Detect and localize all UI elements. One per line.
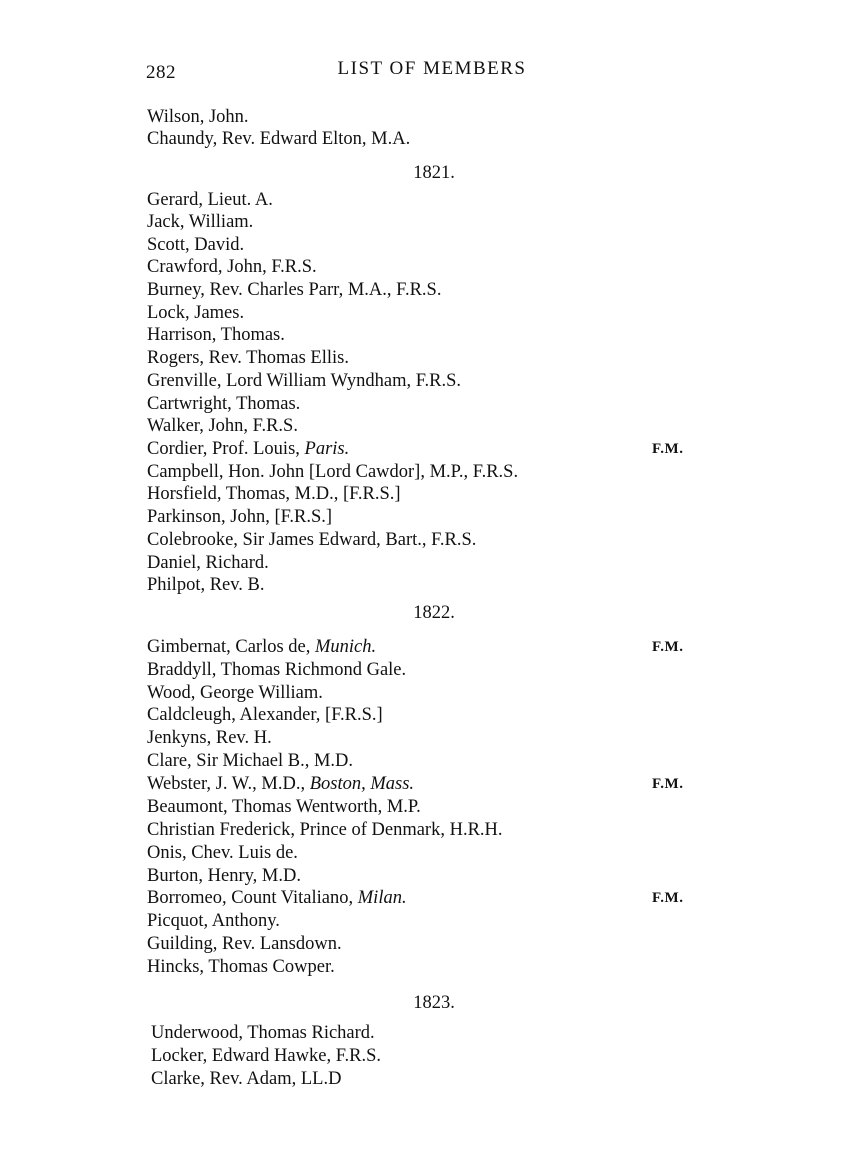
member-entry: Daniel, Richard.	[147, 553, 269, 573]
member-entry: Horsfield, Thomas, M.D., [F.R.S.]	[147, 484, 401, 504]
member-name: Cordier, Prof. Louis,	[147, 439, 305, 459]
member-entry: Philpot, Rev. B.	[147, 575, 265, 595]
member-entry: Hincks, Thomas Cowper.	[147, 957, 335, 977]
member-entry	[147, 773, 414, 795]
year-heading: 1821.	[413, 163, 455, 183]
member-entry: Caldcleugh, Alexander, [F.R.S.]	[147, 705, 383, 725]
foreign-member-mark: F.M.	[652, 890, 684, 906]
foreign-member-mark: F.M.	[652, 776, 684, 792]
foreign-member-mark: F.M.	[652, 639, 684, 655]
member-place: Milan.	[357, 888, 407, 908]
member-entry: Rogers, Rev. Thomas Ellis.	[147, 348, 349, 368]
year-heading: 1822.	[413, 603, 455, 623]
member-entry: Clarke, Rev. Adam, LL.D	[151, 1069, 342, 1089]
foreign-member-mark: F.M.	[652, 441, 684, 457]
member-entry: Clare, Sir Michael B., M.D.	[147, 751, 354, 771]
member-entry	[147, 438, 349, 460]
member-place: Paris.	[304, 439, 350, 459]
member-place: Boston, Mass.	[309, 774, 415, 794]
member-entry: Chaundy, Rev. Edward Elton, M.A.	[147, 129, 411, 149]
member-name: Gimbernat, Carlos de,	[147, 637, 315, 657]
page-number: 282	[146, 62, 176, 83]
member-entry: Lock, James.	[147, 303, 245, 323]
member-entry: Burney, Rev. Charles Parr, M.A., F.R.S.	[147, 280, 442, 300]
member-entry: Wilson, John.	[147, 107, 249, 127]
running-title: LIST OF MEMBERS	[337, 58, 527, 79]
member-entry: Braddyll, Thomas Richmond Gale.	[147, 660, 407, 680]
member-name: Borromeo, Count Vitaliano,	[147, 888, 358, 908]
member-entry: Burton, Henry, M.D.	[147, 866, 301, 886]
member-entry: Beaumont, Thomas Wentworth, M.P.	[147, 797, 421, 817]
member-entry	[147, 636, 376, 658]
member-entry: Campbell, Hon. John [Lord Cawdor], M.P., F.R.S.	[147, 462, 519, 482]
member-entry: Wood, George William.	[147, 683, 323, 703]
member-entry: Jenkyns, Rev. H.	[147, 728, 272, 748]
member-entry: Underwood, Thomas Richard.	[151, 1023, 375, 1043]
member-entry: Jack, William.	[147, 212, 254, 232]
member-entry: Parkinson, John, [F.R.S.]	[147, 507, 333, 527]
member-entry: Cartwright, Thomas.	[147, 394, 301, 414]
member-entry: Crawford, John, F.R.S.	[147, 257, 317, 277]
member-entry: Scott, David.	[147, 235, 245, 255]
member-entry: Colebrooke, Sir James Edward, Bart., F.R.S.	[147, 530, 477, 550]
member-place: Munich.	[315, 637, 377, 657]
member-entry: Gerard, Lieut. A.	[147, 190, 273, 210]
member-name: Webster, J. W., M.D.,	[147, 774, 310, 794]
member-entry: Picquot, Anthony.	[147, 911, 280, 931]
member-entry: Christian Frederick, Prince of Denmark, H.R.H.	[147, 820, 503, 840]
member-entry: Onis, Chev. Luis de.	[147, 843, 298, 863]
member-entry	[147, 887, 407, 909]
year-heading: 1823.	[413, 993, 455, 1013]
member-entry: Grenville, Lord William Wyndham, F.R.S.	[147, 371, 462, 391]
member-entry: Walker, John, F.R.S.	[147, 416, 298, 436]
member-entry: Guilding, Rev. Lansdown.	[147, 934, 342, 954]
member-entry: Harrison, Thomas.	[147, 325, 285, 345]
member-entry: Locker, Edward Hawke, F.R.S.	[151, 1046, 382, 1066]
